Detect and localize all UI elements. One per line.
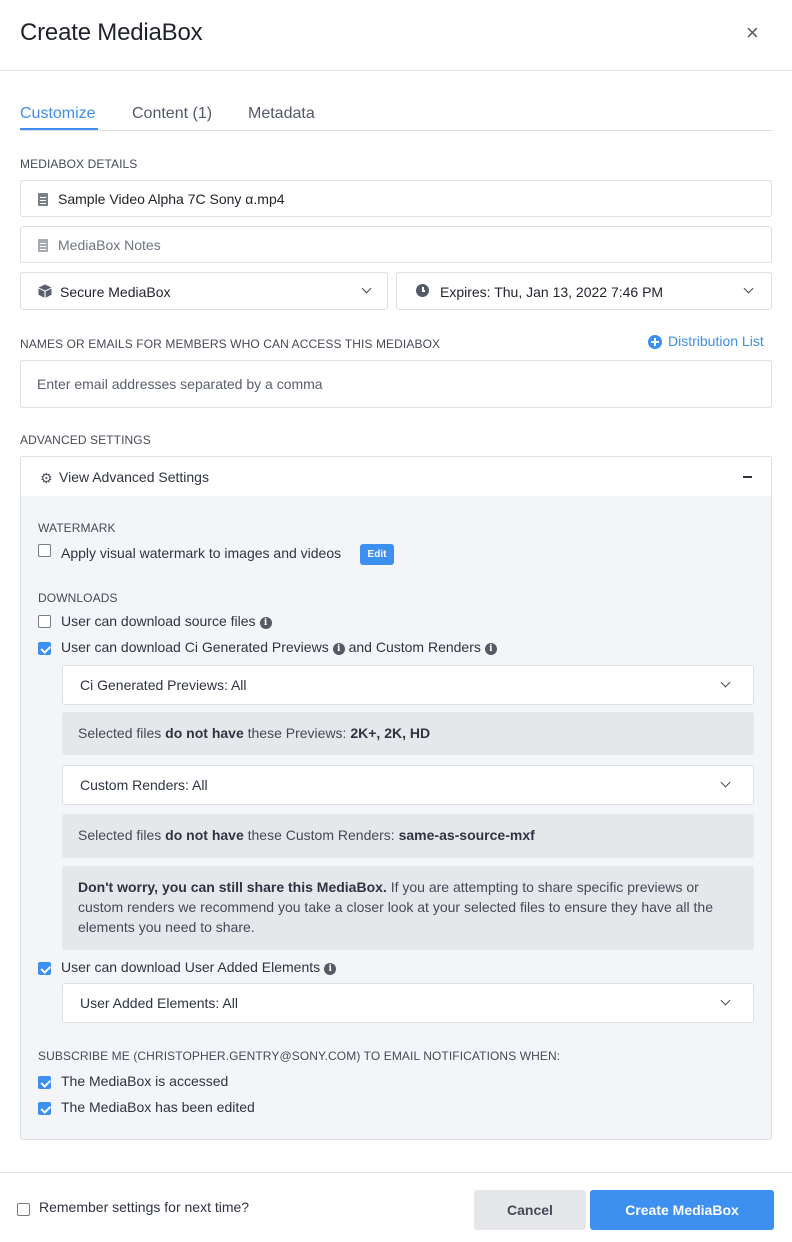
create-mediabox-button[interactable]: Create MediaBox bbox=[590, 1190, 774, 1230]
tab-content[interactable]: Content (1) bbox=[132, 105, 213, 122]
active-tab-indicator bbox=[20, 128, 98, 130]
gear-icon: ⚙ bbox=[40, 470, 53, 486]
download-source-label bbox=[61, 613, 272, 629]
tab-bar bbox=[20, 102, 772, 131]
chevron-down-icon bbox=[362, 284, 372, 294]
distribution-list-link[interactable] bbox=[648, 333, 764, 349]
notify-accessed-label: The MediaBox is accessed bbox=[61, 1073, 229, 1089]
download-renders-text: and Custom Renders bbox=[348, 639, 481, 655]
info-icon[interactable]: i bbox=[260, 617, 272, 629]
members-section-label: NAMES OR EMAILS FOR MEMBERS WHO CAN ACCESS THIS MEDIABOX bbox=[20, 337, 441, 351]
mediabox-notes-input[interactable] bbox=[20, 226, 772, 263]
download-previews-label bbox=[61, 639, 497, 655]
download-user-added-label bbox=[61, 959, 336, 975]
close-icon[interactable]: × bbox=[746, 20, 759, 45]
notify-edited-label: The MediaBox has been edited bbox=[61, 1099, 255, 1115]
info-icon[interactable]: i bbox=[485, 643, 497, 655]
minus-icon[interactable] bbox=[743, 476, 752, 478]
downloads-section-label: DOWNLOADS bbox=[38, 591, 118, 605]
notify-accessed-checkbox[interactable] bbox=[38, 1076, 51, 1089]
watermark-edit-button[interactable]: Edit bbox=[360, 544, 394, 565]
previews-missing-note: Selected files do not have these Previews: 2K+, 2K, HD bbox=[62, 712, 754, 755]
remember-settings-checkbox[interactable] bbox=[17, 1203, 30, 1216]
mediabox-type-value: Secure MediaBox bbox=[60, 284, 171, 300]
share-warning-text: If you are attempting to share specific previews or custom renders we recommend you take a closer look at your selected files to ensure they have all the elements you need to share. bbox=[78, 879, 713, 935]
download-source-text: User can download source files bbox=[61, 613, 256, 629]
document-icon bbox=[38, 239, 48, 252]
remember-settings-label: Remember settings for next time? bbox=[39, 1199, 250, 1215]
renders-missing-note: Selected files do not have these Custom Renders: same-as-source-mxf bbox=[62, 814, 754, 858]
chevron-down-icon bbox=[721, 678, 731, 688]
download-previews-text: User can download Ci Generated Previews bbox=[61, 639, 329, 655]
tab-customize[interactable]: Customize bbox=[20, 105, 96, 122]
advanced-section-label: ADVANCED SETTINGS bbox=[20, 433, 151, 447]
member-emails-placeholder: Enter email addresses separated by a comma bbox=[37, 376, 323, 392]
plus-circle-icon bbox=[648, 335, 662, 349]
dialog-title: Create MediaBox bbox=[20, 19, 203, 46]
member-emails-input[interactable] bbox=[20, 360, 772, 408]
watermark-label: Apply visual watermark to images and videos bbox=[61, 545, 342, 561]
mediabox-notes-placeholder: MediaBox Notes bbox=[58, 237, 161, 253]
user-added-select-value: User Added Elements: All bbox=[80, 995, 238, 1011]
info-icon[interactable]: i bbox=[333, 643, 345, 655]
download-source-checkbox[interactable] bbox=[38, 615, 51, 628]
mediabox-type-select[interactable] bbox=[20, 272, 388, 310]
cube-icon bbox=[38, 284, 52, 298]
expiration-value: Expires: Thu, Jan 13, 2022 7:46 PM bbox=[440, 284, 664, 300]
tab-metadata[interactable]: Metadata bbox=[248, 105, 315, 122]
previews-select-value: Ci Generated Previews: All bbox=[80, 677, 247, 693]
advanced-settings-toggle[interactable] bbox=[21, 457, 771, 496]
watermark-section-label: WATERMARK bbox=[38, 521, 116, 535]
share-warning-bold: Don't worry, you can still share this MediaBox. bbox=[78, 879, 387, 895]
dialog-header bbox=[0, 0, 792, 71]
expiration-select[interactable] bbox=[396, 272, 772, 310]
custom-renders-select[interactable] bbox=[62, 765, 754, 805]
download-user-added-text: User can download User Added Elements bbox=[61, 959, 321, 975]
notify-edited-checkbox[interactable] bbox=[38, 1102, 51, 1115]
document-icon bbox=[38, 193, 48, 206]
download-user-added-checkbox[interactable] bbox=[38, 962, 51, 975]
advanced-settings-toggle-label: View Advanced Settings bbox=[59, 469, 209, 485]
footer-divider bbox=[0, 1172, 792, 1173]
previews-select[interactable] bbox=[62, 665, 754, 705]
mediabox-name-input[interactable] bbox=[20, 180, 772, 217]
download-previews-checkbox[interactable] bbox=[38, 642, 51, 655]
clock-icon bbox=[416, 284, 429, 297]
chevron-down-icon bbox=[721, 996, 731, 1006]
mediabox-name-value: Sample Video Alpha 7C Sony α.mp4 bbox=[58, 191, 285, 207]
distribution-list-label: Distribution List bbox=[668, 333, 764, 349]
watermark-checkbox[interactable] bbox=[38, 544, 51, 557]
cancel-button[interactable]: Cancel bbox=[474, 1190, 586, 1230]
custom-renders-select-value: Custom Renders: All bbox=[80, 777, 208, 793]
chevron-down-icon bbox=[721, 778, 731, 788]
info-icon[interactable]: i bbox=[324, 963, 336, 975]
details-section-label: MEDIABOX DETAILS bbox=[20, 157, 138, 171]
chevron-down-icon bbox=[744, 284, 754, 294]
share-warning-note bbox=[62, 866, 754, 950]
subscribe-section-label: SUBSCRIBE ME (CHRISTOPHER.GENTRY@SONY.COM) TO EMAIL NOTIFICATIONS WHEN: bbox=[38, 1049, 561, 1063]
user-added-select[interactable] bbox=[62, 983, 754, 1023]
